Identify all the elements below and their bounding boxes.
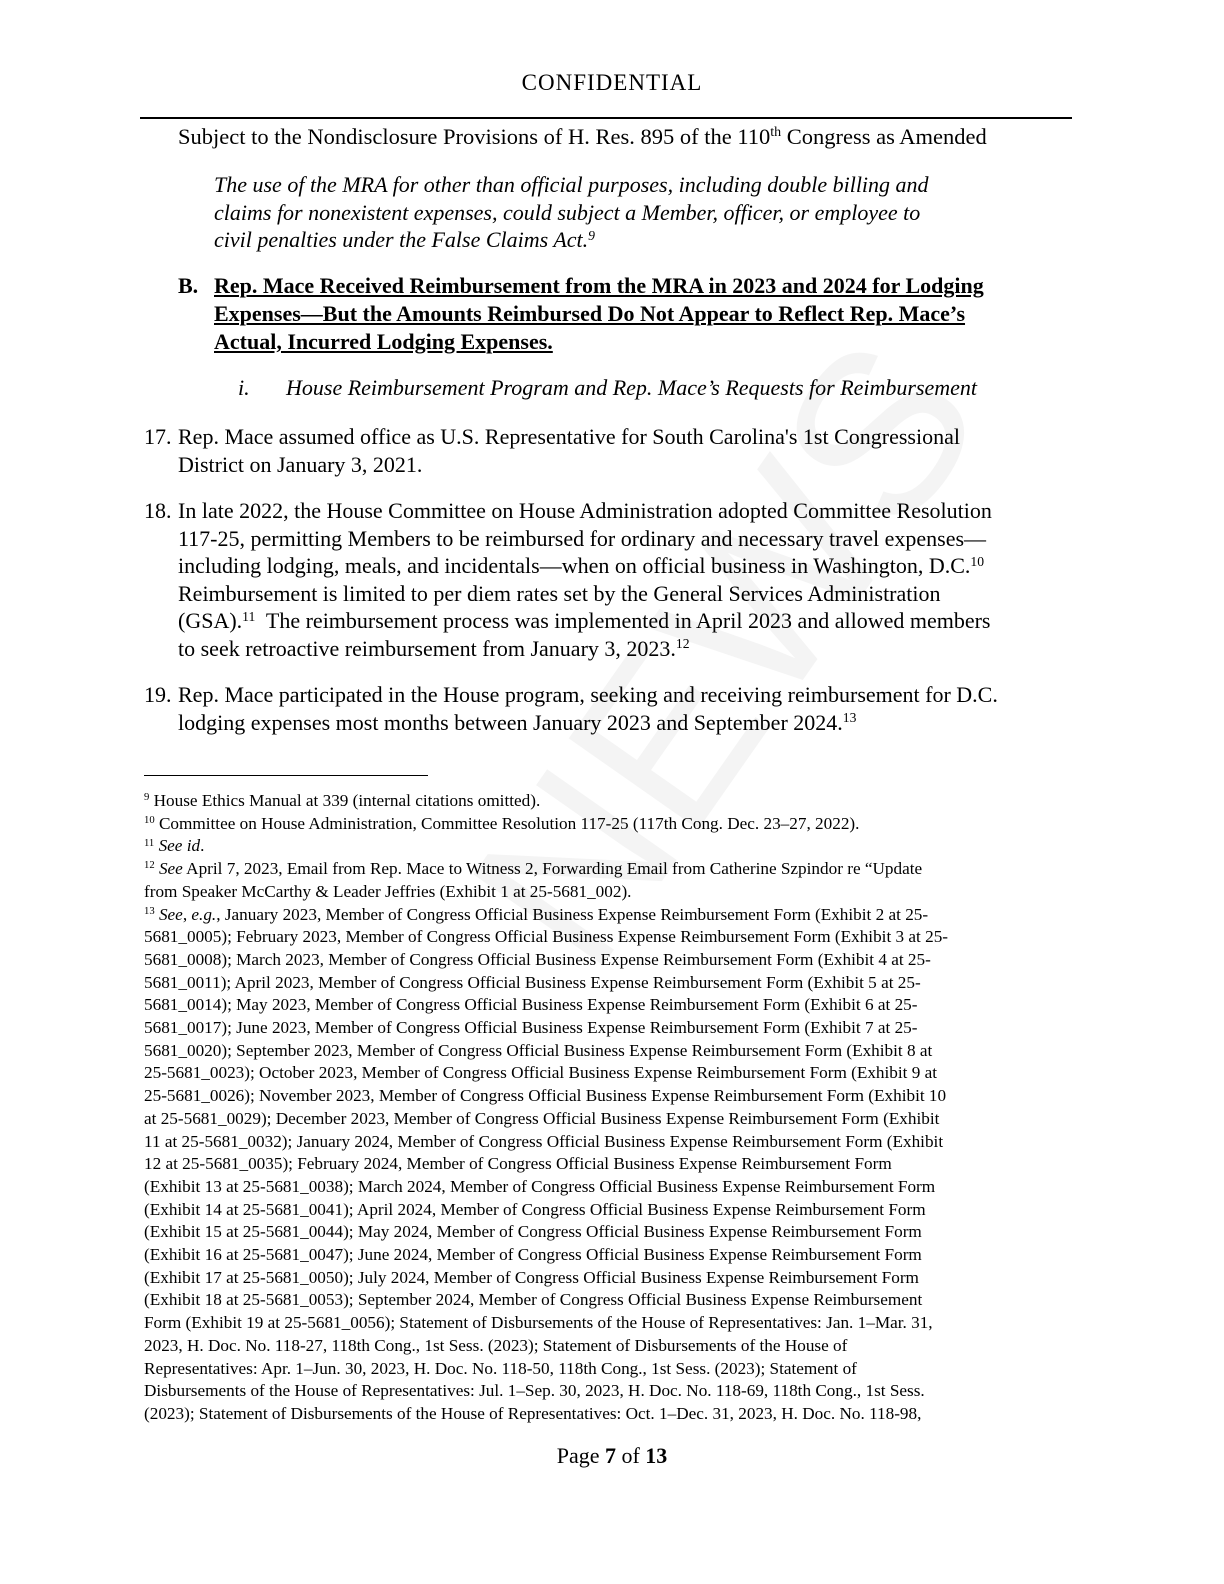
footnote-line: (Exhibit 17 at 25-5681_0050); July 2024, Member of Congress Official Business Expense Reimbursement Form <box>144 1267 919 1287</box>
footnote-line: 5681_0014); May 2023, Member of Congress Official Business Expense Reimbursement Form (Exhibit 6 at 25- <box>144 995 918 1015</box>
paragraph-18 <box>144 497 1074 662</box>
footnote-line: 5681_0008); March 2023, Member of Congress Official Business Expense Reimbursement Form (Exhibit 4 at 25- <box>144 949 931 969</box>
footnote-line: 5681_0017); June 2023, Member of Congress Official Business Expense Reimbursement Form (Exhibit 7 at 25- <box>144 1018 918 1038</box>
subject-sup: th <box>770 125 782 141</box>
footnote-text: House Ethics Manual at 339 (internal citations omitted). <box>149 791 541 810</box>
paragraph-line: District on January 3, 2021. <box>178 451 423 477</box>
paragraph-text: The reimbursement process was implemented in April 2023 and allowed members <box>255 608 991 633</box>
footnote-ref-11[interactable]: 11 <box>242 608 256 624</box>
of-label: of <box>615 1443 646 1468</box>
footnote-line <box>144 858 1074 881</box>
footnote-ref-9[interactable]: 9 <box>588 227 595 243</box>
footnote-line: (2023); Statement of Disbursements of the House of Representatives: Oct. 1–Dec. 31, 2023, H. Doc. No. 118-98, <box>144 1403 922 1423</box>
footnote-9 <box>144 790 1074 813</box>
footnote-ref-13[interactable]: 13 <box>842 710 857 725</box>
section-b-heading <box>178 272 1058 356</box>
footnote-number: 12 <box>144 860 155 872</box>
paragraph-text: lodging expenses most months between January 2023 and September 2024. <box>178 709 843 735</box>
footnote-line: 25-5681_0023); October 2023, Member of Congress Official Business Expense Reimbursement Form (Exhibit 9 at <box>144 1063 938 1083</box>
footnote-line: $^{13}$ See, e.g., January 2023, Member of Congress Official Business Expense Reimbursement Form (Exhibit 2 at 25- <box>144 904 929 924</box>
footnote-number: 9 <box>144 792 150 804</box>
footnote-11 <box>144 835 1074 858</box>
footnote-line: 5681_0011); April 2023, Member of Congress Official Business Expense Reimbursement Form (Exhibit 5 at 25- <box>144 972 921 992</box>
paragraph-19 <box>144 681 1074 736</box>
paragraph-text: including lodging, meals, and incidentals—when on official business in Washington, D.C. <box>178 553 971 578</box>
footnote-text-end: . <box>200 836 205 856</box>
paragraph-line: Rep. Mace assumed office as U.S. Representative for South Carolina's 1st Congressional <box>178 424 960 449</box>
footnote-signal: e.g. <box>191 904 217 924</box>
subject-text-end: Congress as Amended <box>781 124 987 149</box>
footnote-line: 11 at 25-5681_0032); January 2024, Member of Congress Official Business Expense Reimbursement Form (Exhibit <box>144 1131 944 1151</box>
footnote-signal: See <box>158 904 183 924</box>
section-heading-line: Rep. Mace Received Reimbursement from the MRA in 2023 and 2024 for Lodging <box>214 273 984 298</box>
footnote-line: (Exhibit 14 at 25-5681_0041); April 2024, Member of Congress Official Business Expense Reimbursement Form <box>144 1199 926 1219</box>
footnote-ref-12[interactable]: 12 <box>675 636 690 651</box>
paragraph-line <box>178 552 1074 580</box>
paragraph-text: (GSA). <box>178 608 243 633</box>
footnote-line: (Exhibit 18 at 25-5681_0053); September 2024, Member of Congress Official Business Expense Reimbursement <box>144 1290 923 1310</box>
footnote-line: Disbursements of the House of Representatives: Jul. 1–Sep. 30, 2023, H. Doc. No. 118-69, 118th Cong., 1st Sess. <box>144 1381 925 1401</box>
footnote-text: See id <box>158 836 201 856</box>
section-heading-line: Actual, Incurred Lodging Expenses. <box>214 329 553 354</box>
footnote-line: at 25-5681_0029); December 2023, Member of Congress Official Business Expense Reimbursement Form (Exhibit <box>144 1108 940 1128</box>
paragraph-line <box>178 635 1074 663</box>
subsection-title: House Reimbursement Program and Rep. Mace’s Requests for Reimbursement <box>286 375 978 400</box>
subsection-num: i. <box>238 375 250 400</box>
footnote-line: 25-5681_0026); November 2023, Member of Congress Official Business Expense Reimbursement Form (Exhibit 10 <box>144 1086 947 1106</box>
paragraph-line: In late 2022, the House Committee on House Administration adopted Committee Resolution <box>178 498 992 523</box>
page-total: 13 <box>645 1443 668 1468</box>
footnote-line: (Exhibit 16 at 25-5681_0047); June 2024, Member of Congress Official Business Expense Reimbursement Form <box>144 1245 922 1265</box>
page-label: Page <box>556 1443 605 1468</box>
header-rule <box>140 117 1072 119</box>
footnote-number: 11 <box>144 837 155 849</box>
footnote-13 <box>144 904 1074 1426</box>
quote-line: The use of the MRA for other than official purposes, including double billing and <box>214 172 929 197</box>
paragraph-line: 117-25, permitting Members to be reimbursed for ordinary and necessary travel expenses— <box>178 525 987 551</box>
confidential-header: CONFIDENTIAL <box>521 70 703 95</box>
page-number-footer <box>0 1443 1224 1469</box>
paragraph-number: 19. <box>144 682 172 707</box>
paragraph-line <box>178 709 1074 737</box>
footnote-line: Representatives: Apr. 1–Jun. 30, 2023, H. Doc. No. 118-50, 118th Cong., 1st Sess. (2023); Statement of <box>144 1358 857 1378</box>
paragraph-line <box>178 607 1074 635</box>
section-heading-line: Expenses—But the Amounts Reimbursed Do Not Appear to Reflect Rep. Mace’s <box>214 301 966 326</box>
footnote-line: from Speaker McCarthy & Leader Jeffries (Exhibit 1 at 25-5681_002). <box>144 881 632 901</box>
paragraph-line: Reimbursement is limited to per diem rates set by the General Services Administration <box>178 580 941 606</box>
footnotes <box>144 790 1074 1426</box>
page-number: 7 <box>604 1443 616 1468</box>
footnote-separator <box>144 775 428 776</box>
footnote-line: 12 at 25-5681_0035); February 2024, Member of Congress Official Business Expense Reimbursement Form <box>144 1154 892 1174</box>
footnote-line: 2023, H. Doc. No. 118-27, 118th Cong., 1st Sess. (2023); Statement of Disbursements of the House of <box>144 1335 848 1355</box>
quote-line: claims for nonexistent expenses, could subject a Member, officer, or employee to <box>214 199 921 225</box>
footnote-number: 13 <box>144 905 155 917</box>
footnote-signal: See <box>158 859 183 879</box>
nondisclosure-subject-line <box>178 124 987 150</box>
footnote-ref-10[interactable]: 10 <box>970 553 985 569</box>
block-quote <box>214 171 1064 254</box>
subsection-i-heading <box>238 375 977 401</box>
footnote-text: April 7, 2023, Email from Rep. Mace to Witness 2, Forwarding Email from Catherine Szpindor re “Update <box>182 859 923 879</box>
footnote-12 <box>144 858 1074 903</box>
paragraph-number: 17. <box>144 424 172 449</box>
paragraph-17 <box>144 423 1074 478</box>
footnote-line: Form (Exhibit 19 at 25-5681_0056); Statement of Disbursements of the House of Representatives: Jan. 1–Mar. 31, <box>144 1313 933 1333</box>
footnote-line: 5681_0020); September 2023, Member of Congress Official Business Expense Reimbursement Form (Exhibit 8 at <box>144 1040 933 1060</box>
footnote-text: Committee on House Administration, Committee Resolution 117-25 (117th Cong. Dec. 23–27, 2022). <box>154 813 860 833</box>
paragraph-line: Rep. Mace participated in the House program, seeking and receiving reimbursement for D.C. <box>178 682 998 707</box>
section-letter: B. <box>178 273 199 298</box>
quote-text: civil penalties under the False Claims Act. <box>214 227 589 252</box>
footnote-text: , January 2023, Member of Congress Official Business Expense Reimbursement Form (Exhibit 2 at 25- <box>216 904 929 924</box>
paragraph-text: to seek retroactive reimbursement from January 3, 2023. <box>178 635 676 661</box>
footnote-10 <box>144 813 1074 836</box>
paragraph-number: 18. <box>144 498 172 523</box>
subject-text: Subject to the Nondisclosure Provisions of H. Res. 895 of the 110 <box>178 124 771 149</box>
footnote-line: (Exhibit 13 at 25-5681_0038); March 2024, Member of Congress Official Business Expense Reimbursement Form <box>144 1176 936 1196</box>
footnote-line: (Exhibit 15 at 25-5681_0044); May 2024, Member of Congress Official Business Expense Reimbursement Form <box>144 1222 922 1242</box>
footnote-line: 5681_0005); February 2023, Member of Congress Official Business Expense Reimbursement Form (Exhibit 3 at 25- <box>144 927 949 947</box>
footnote-number: 10 <box>144 814 155 826</box>
quote-line-last <box>214 226 1064 254</box>
